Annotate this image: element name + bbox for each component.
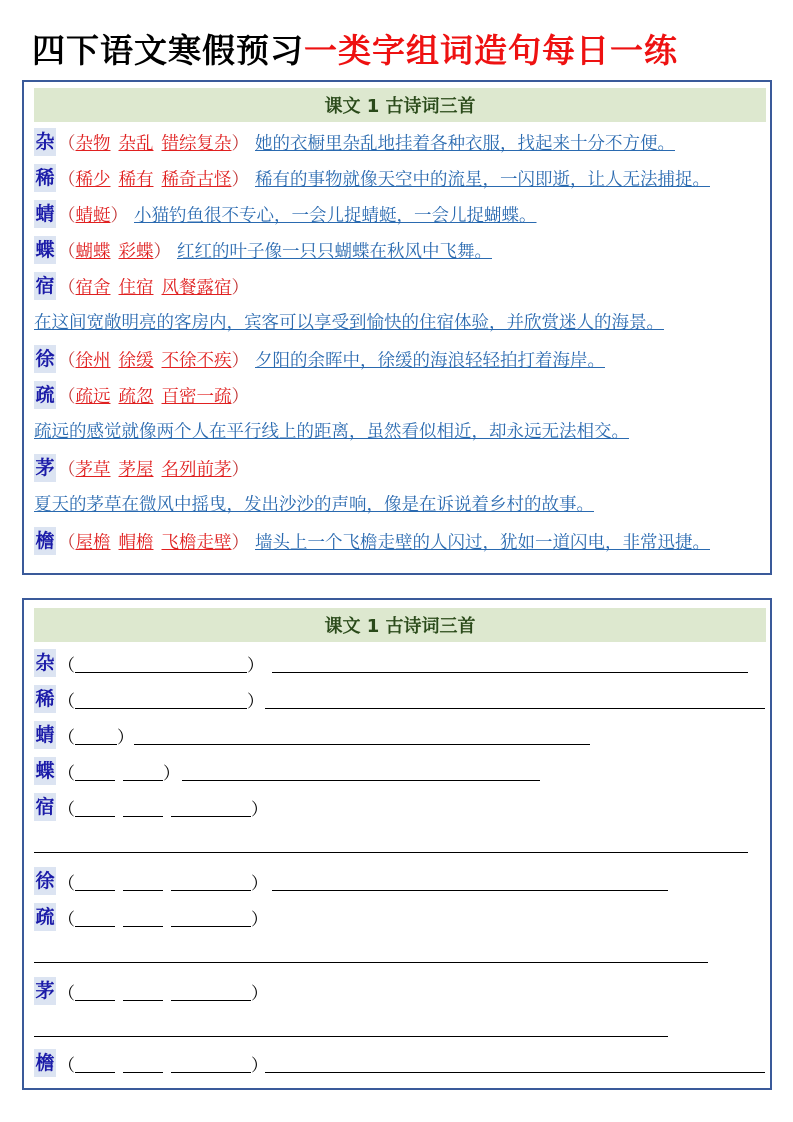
word: 稀奇古怪 [161,169,232,190]
entry-char: 蝶 [34,236,56,264]
sentence-blank[interactable] [265,1072,765,1073]
entry-char: 茅 [34,454,56,482]
word: 不徐不疾 [161,350,232,371]
sentence-blank[interactable] [34,1036,668,1037]
word: 错综复杂 [161,133,232,154]
word-blank[interactable] [75,726,117,745]
word: 徐州 [75,350,111,371]
entry-char: 檐 [34,1049,56,1077]
practice-row: 蜻 （ ） [34,720,134,750]
answer-panel [22,80,772,575]
practice-row: 疏 （ ） [34,902,268,932]
title-highlight: 一类字组词造句每日一练 [304,30,678,70]
sentence-blank[interactable] [272,672,748,673]
practice-row: 宿 （ ） [34,792,268,822]
word-blank[interactable] [171,908,251,927]
word: 宿舍 [75,277,111,298]
entry-row: 蝶 （ 蝴蝶 彩蝶 ） 红红的叶子像一只只蝴蝶在秋风中飞舞。 [34,235,492,265]
word-blank[interactable] [123,982,163,1001]
word-blank[interactable] [75,908,115,927]
word: 彩蝶 [118,241,154,262]
entry-char: 徐 [34,867,56,895]
word: 稀有 [118,169,154,190]
word: 杂物 [75,133,111,154]
word-blank[interactable] [171,798,251,817]
sentence: 夏天的茅草在微风中摇曳，发出沙沙的声响，像是在诉说着乡村的故事。 [34,495,594,515]
lesson-header: 课文 1 古诗词三首 [34,88,766,122]
entry-row: 茅 （ 茅草 茅屋 名列前茅 ） [34,453,249,483]
word: 住宿 [118,277,154,298]
word: 蝴蝶 [75,241,111,262]
entry-char: 疏 [34,903,56,931]
entry-char: 疏 [34,381,56,409]
entry-char: 蜻 [34,200,56,228]
entry-char: 檐 [34,527,56,555]
word: 屋檐 [75,532,111,553]
sentence: 墙头上一个飞檐走壁的人闪过，犹如一道闪电，非常迅捷。 [255,532,710,553]
word-blank[interactable] [75,654,247,673]
entry-row: 稀 （ 稀少 稀有 稀奇古怪 ） 稀有的事物就像天空中的流星，一闪即逝，让人无法捕捉。 [34,163,710,193]
word: 名列前茅 [161,459,232,480]
word-blank[interactable] [171,872,251,891]
word-blank[interactable] [123,908,163,927]
word-blank[interactable] [171,1054,251,1073]
practice-row: 杂 （ ） [34,648,264,678]
entry-char: 徐 [34,345,56,373]
sentence-blank[interactable] [34,852,748,853]
sentence-blank[interactable] [134,744,590,745]
practice-row: 徐 （ ） [34,866,268,896]
sentence: 夕阳的余晖中，徐缓的海浪轻轻拍打着海岸。 [255,350,605,371]
entry-row: 疏 （ 疏远 疏忽 百密一疏 ） [34,380,249,410]
entry-row: 檐 （ 屋檐 帽檐 飞檐走壁 ） 墙头上一个飞檐走壁的人闪过，犹如一道闪电，非常迅捷。 [34,526,710,556]
word-blank[interactable] [75,798,115,817]
word-blank[interactable] [75,1054,115,1073]
word: 疏远 [75,386,111,407]
word: 杂乱 [118,133,154,154]
word-blank[interactable] [75,690,247,709]
word: 茅屋 [118,459,154,480]
word: 徐缓 [118,350,154,371]
word: 蜻蜓 [75,205,111,226]
word-blank[interactable] [123,798,163,817]
practice-row: 檐 （ ） [34,1048,268,1078]
word-blank[interactable] [75,872,115,891]
word-blank[interactable] [123,762,163,781]
entry-char: 杂 [34,649,56,677]
entry-char: 宿 [34,793,56,821]
entry-char: 宿 [34,272,56,300]
word: 飞檐走壁 [161,532,232,553]
page-title [32,22,678,74]
entry-char: 蝶 [34,757,56,785]
entry-char: 蜻 [34,721,56,749]
word: 帽檐 [118,532,154,553]
word: 风餐露宿 [161,277,232,298]
sentence: 小猫钓鱼很不专心，一会儿捉蜻蜓，一会儿捉蝴蝶。 [134,205,537,226]
entry-char: 茅 [34,977,56,1005]
practice-row: 蝶 （ ） [34,756,180,786]
entry-row: 徐 （ 徐州 徐缓 不徐不疾 ） 夕阳的余晖中，徐缓的海浪轻轻拍打着海岸。 [34,344,605,374]
sentence-blank[interactable] [34,962,708,963]
lesson-header: 课文 1 古诗词三首 [34,608,766,642]
word: 茅草 [75,459,111,480]
word-blank[interactable] [123,1054,163,1073]
word-blank[interactable] [75,762,115,781]
word: 稀少 [75,169,111,190]
sentence: 她的衣橱里杂乱地挂着各种衣服，找起来十分不方便。 [255,133,675,154]
sentence: 疏远的感觉就像两个人在平行线上的距离，虽然看似相近，却永远无法相交。 [34,422,629,442]
word-blank[interactable] [75,982,115,1001]
word: 疏忽 [118,386,154,407]
sentence: 稀有的事物就像天空中的流星，一闪即逝，让人无法捕捉。 [255,169,710,190]
practice-row: 茅 （ ） [34,976,268,1006]
entry-row: 杂 （ 杂物 杂乱 错综复杂 ） 她的衣橱里杂乱地挂着各种衣服，找起来十分不方便。 [34,127,675,157]
entry-char: 稀 [34,164,56,192]
title-main: 四下语文寒假预习 [32,30,304,70]
sentence: 在这间宽敞明亮的客房内，宾客可以享受到愉快的住宿体验，并欣赏迷人的海景。 [34,313,664,333]
sentence: 红红的叶子像一只只蝴蝶在秋风中飞舞。 [177,241,492,262]
entry-row: 蜻 （ 蜻蜓 ） 小猫钓鱼很不专心，一会儿捉蜻蜓，一会儿捉蝴蝶。 [34,199,537,229]
word-blank[interactable] [171,982,251,1001]
sentence-blank[interactable] [272,890,668,891]
entry-row: 宿 （ 宿舍 住宿 风餐露宿 ） [34,271,249,301]
practice-row: 稀 （ ） [34,684,264,714]
practice-panel [22,598,772,1090]
word-blank[interactable] [123,872,163,891]
sentence-blank[interactable] [265,708,765,709]
entry-char: 稀 [34,685,56,713]
entry-char: 杂 [34,128,56,156]
sentence-blank[interactable] [182,780,540,781]
word: 百密一疏 [161,386,232,407]
